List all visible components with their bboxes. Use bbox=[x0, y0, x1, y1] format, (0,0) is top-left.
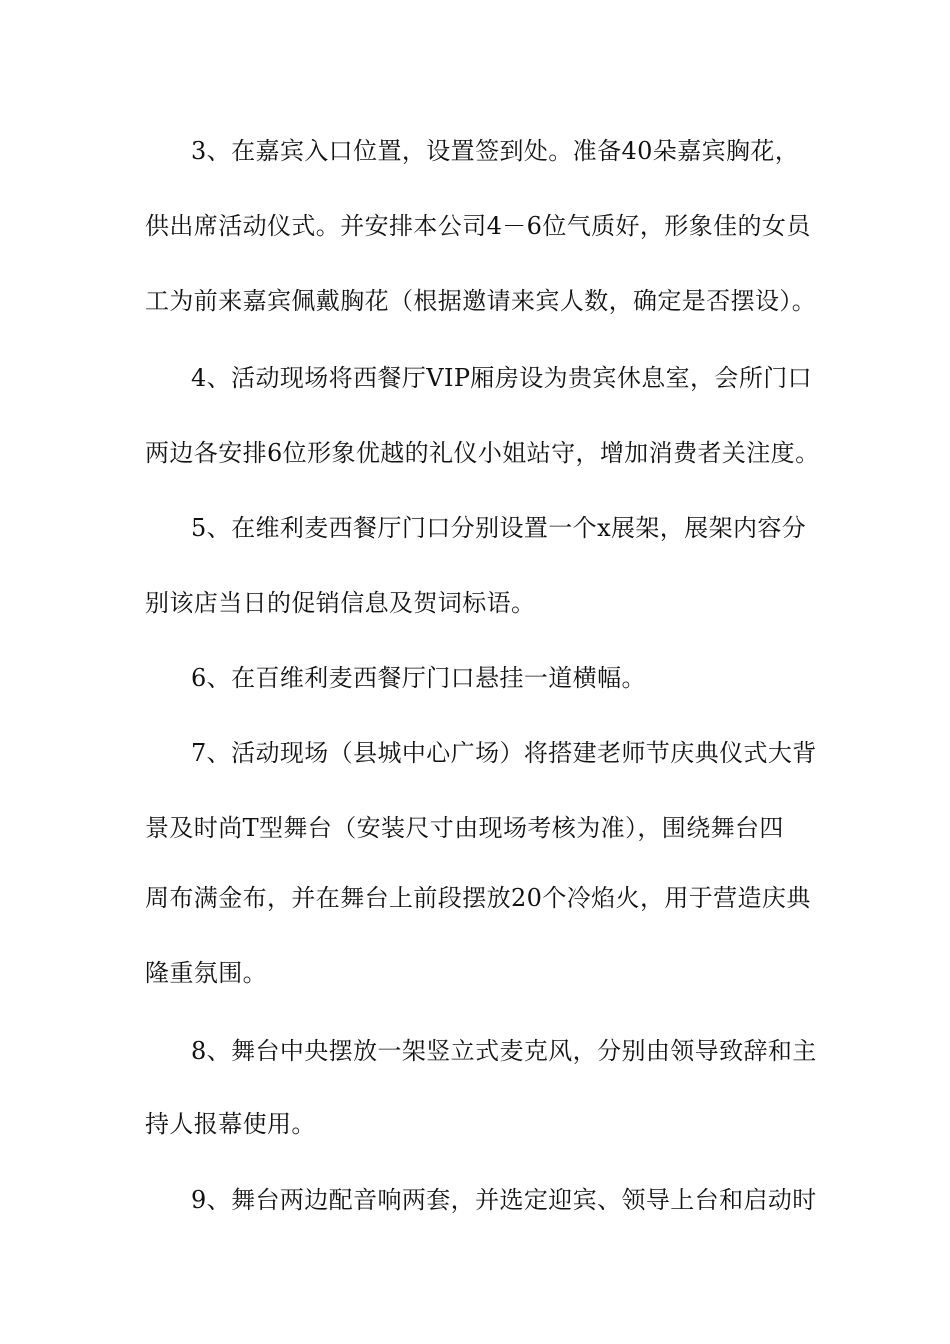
paragraph-7-line-4: 隆重氛围。 bbox=[145, 959, 267, 987]
paragraph-5-line-1: 5、在维利麦西餐厅门口分别设置一个x展架，展架内容分 bbox=[191, 514, 807, 542]
paragraph-5-line-2: 别该店当日的促销信息及贺词标语。 bbox=[145, 589, 536, 617]
paragraph-8-line-2: 持人报幕使用。 bbox=[145, 1110, 316, 1138]
paragraph-3-line-1: 3、在嘉宾入口位置，设置签到处。准备40朵嘉宾胸花， bbox=[191, 137, 800, 165]
paragraph-3-line-2: 供出席活动仪式。并安排本公司4－6位气质好，形象佳的女员 bbox=[145, 212, 811, 240]
paragraph-9-line-1: 9、舞台两边配音响两套，并选定迎宾、领导上台和启动时 bbox=[191, 1186, 817, 1214]
paragraph-7-line-3: 周布满金布，并在舞台上前段摆放20个冷焰火，用于营造庆典 bbox=[145, 884, 811, 912]
paragraph-6-line-1: 6、在百维利麦西餐厅门口悬挂一道横幅。 bbox=[191, 664, 646, 692]
paragraph-4-line-2: 两边各安排6位形象优越的礼仪小姐站守，增加消费者关注度。 bbox=[145, 439, 820, 467]
paragraph-8-line-1: 8、舞台中央摆放一架竖立式麦克风，分别由领导致辞和主 bbox=[191, 1037, 817, 1065]
paragraph-7-line-1: 7、活动现场（县城中心广场）将搭建老师节庆典仪式大背 bbox=[191, 739, 817, 767]
paragraph-7-line-2: 景及时尚T型舞台（安装尺寸由现场考核为准），围绕舞台四 bbox=[145, 814, 784, 842]
paragraph-3-line-3: 工为前来嘉宾佩戴胸花（根据邀请来宾人数，确定是否摆设）。 bbox=[145, 287, 817, 315]
paragraph-4-line-1: 4、活动现场将西餐厅VIP厢房设为贵宾休息室，会所门口 bbox=[191, 364, 813, 392]
